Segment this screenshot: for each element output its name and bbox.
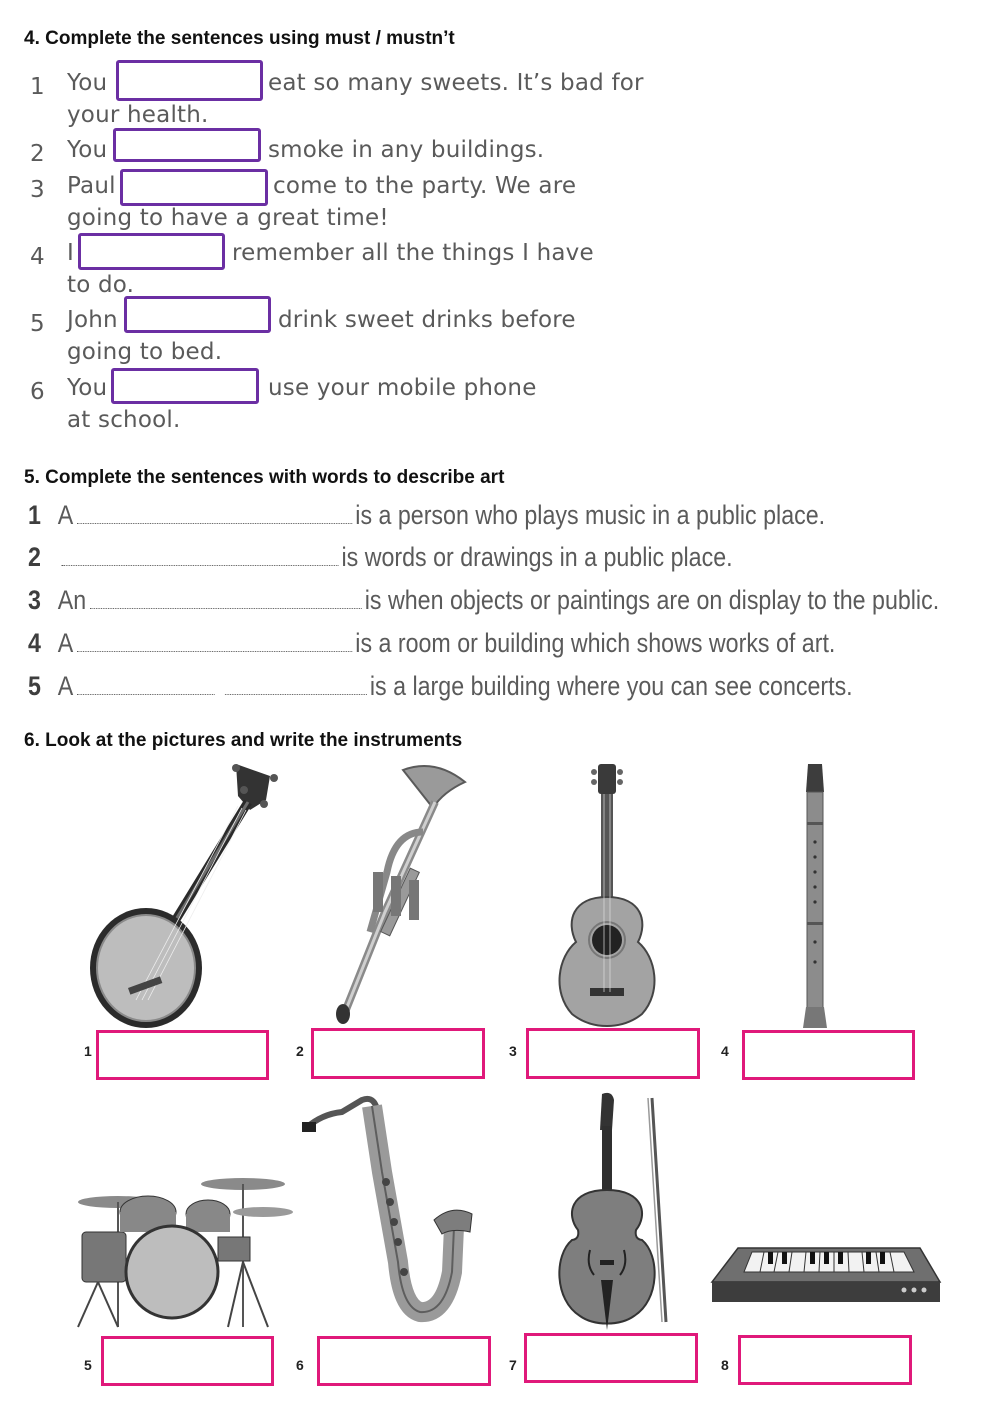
ex4-answer-box-1[interactable] [116,60,263,101]
ex4-item-subject: You [67,137,108,163]
ex5-answer-line-second-word[interactable] [225,693,367,695]
drum-kit-picture [68,1172,293,1332]
ex5-item-text: is a room or building which shows works of art. [355,628,836,658]
banjo-icon [90,764,278,1028]
ex4-item-text: remember all the things I have [232,240,594,266]
saxophone-icon [302,1099,472,1312]
ex4-item-number: 1 [30,74,45,100]
instrument-answer-box-7[interactable] [524,1333,698,1383]
ex5-item-article: A [57,671,74,701]
ex5-item-text: is a large building where you can see concerts. [369,671,853,701]
picture-number: 7 [509,1357,517,1373]
ex5-item-4 [28,628,835,659]
ex4-item-subject: John [67,307,118,333]
instrument-answer-box-1[interactable] [96,1030,269,1080]
picture-number: 5 [84,1357,92,1373]
picture-number: 6 [296,1357,304,1373]
ex5-item-number: 5 [28,671,41,701]
ex4-item-number: 6 [30,379,45,405]
picture-number: 4 [721,1043,729,1059]
instrument-answer-box-4[interactable] [742,1030,915,1080]
ex5-answer-line[interactable] [77,522,352,524]
ex5-item-number: 4 [28,628,41,658]
ex5-answer-line[interactable] [90,607,362,609]
keyboard-picture [708,1240,943,1310]
ex5-answer-line[interactable] [61,564,338,566]
ex4-item-continuation: at school. [67,407,181,433]
acoustic-guitar-picture [552,762,662,1027]
ex4-item-text: use your mobile phone [268,375,537,401]
picture-number: 8 [721,1357,729,1373]
picture-number: 3 [509,1043,517,1059]
ex4-item-continuation: your health. [67,102,209,128]
ex4-item-text: come to the party. We are [273,173,577,199]
ex4-answer-box-3[interactable] [120,169,268,206]
ex4-item-number: 2 [30,141,45,167]
ex4-answer-box-2[interactable] [113,128,261,162]
picture-number: 1 [84,1043,92,1059]
ex4-item-continuation: going to bed. [67,339,223,365]
instrument-answer-box-6[interactable] [317,1336,491,1386]
ex5-answer-line-first-word[interactable] [77,693,215,695]
violin-icon [559,1093,666,1330]
saxophone-picture [302,1092,477,1332]
drum-kit-icon [78,1178,293,1327]
instrument-answer-box-3[interactable] [526,1028,700,1079]
ex5-item-number: 1 [28,500,41,530]
ex4-item-subject: You [67,70,108,96]
ex5-item-1 [28,500,825,531]
ex4-item-subject: I [67,240,74,266]
picture-number: 2 [296,1043,304,1059]
ex5-item-5 [28,671,853,702]
recorder-icon [803,764,827,1028]
instrument-answer-box-8[interactable] [738,1335,912,1385]
ex4-item-number: 4 [30,244,45,270]
ex5-item-number: 3 [28,585,41,615]
exercise-4-heading: 4. Complete the sentences using must / mustn’t [24,28,455,49]
ex4-item-subject: Paul [67,173,116,199]
ex5-item-article: A [57,628,74,658]
ex4-answer-box-6[interactable] [111,368,259,404]
ex4-item-continuation: to do. [67,272,135,298]
ex5-item-article: A [57,500,74,530]
trumpet-icon [336,766,465,1024]
instrument-answer-box-2[interactable] [311,1028,485,1079]
ex4-answer-box-4[interactable] [78,233,225,270]
violin-picture [550,1090,675,1335]
banjo-picture [88,760,288,1030]
exercise-5-heading: 5. Complete the sentences with words to describe art [24,467,505,488]
ex4-answer-box-5[interactable] [124,296,271,333]
instrument-answer-box-5[interactable] [101,1336,274,1386]
ex5-item-number: 2 [28,542,41,572]
ex5-item-text: is a person who plays music in a public place. [355,500,826,530]
ex4-item-number: 3 [30,177,45,203]
ex5-item-text: is words or drawings in a public place. [341,542,733,572]
ex4-item-text: smoke in any buildings. [268,137,545,163]
ex4-item-text: eat so many sweets. It’s bad for [268,70,644,96]
ex5-answer-line[interactable] [77,650,352,652]
ex4-item-number: 5 [30,311,45,337]
trumpet-picture [325,762,475,1027]
ex5-item-2 [28,542,733,573]
keyboard-icon [712,1248,940,1302]
acoustic-guitar-icon [560,764,655,1026]
ex4-item-text: drink sweet drinks before [278,307,576,333]
exercise-6-heading: 6. Look at the pictures and write the instruments [24,730,463,751]
ex4-item-continuation: going to have a great time! [67,205,389,231]
recorder-picture [795,762,835,1030]
ex5-item-3 [28,585,939,616]
ex5-item-article: An [57,585,87,615]
ex5-item-text: is when objects or paintings are on display to the public. [364,585,940,615]
ex4-item-subject: You [67,375,108,401]
